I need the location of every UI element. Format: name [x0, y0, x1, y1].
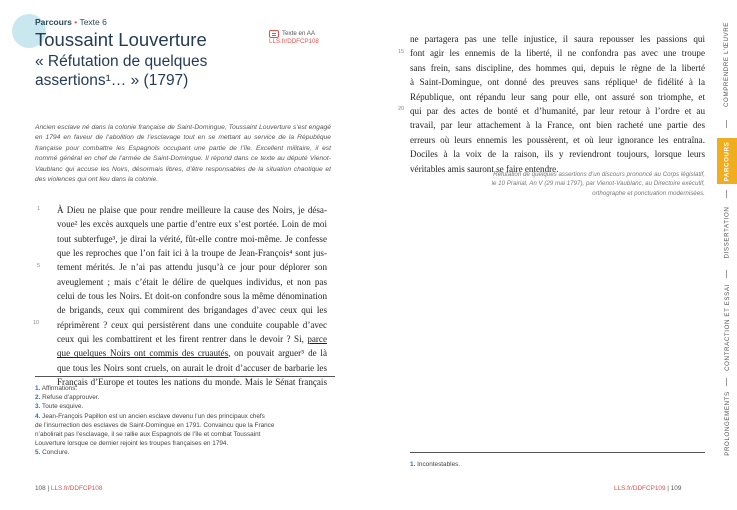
footnote-divider: [35, 376, 335, 377]
footnote: de l’insurrection des esclaves de Saint-Domingue en 1791. Convaincu que la France: [35, 421, 275, 429]
title-main: Toussaint Louverture: [35, 29, 207, 50]
text-line: Dociles à la voix de la raison, ils y reviendront toujours, lorsque leurs: [410, 149, 705, 160]
footnote: 1. Incontestables.: [410, 461, 461, 468]
intro-paragraph: Ancien esclave né dans la colonie française de Saint-Domingue, Toussaint Louverture s’est engagé en 1794 en faveur de l’abolition de l’esclavage tout en se mettant au service de la République française pour combattre les Espagnols occupant une partie de l’île. Excellent militaire, il est nommé général en chef de l’armée de Saint-Domingue. Il répond dans ce texte au député Vienot-Vaublanc qui accuse les Noirs, désormais libres, d’être responsables de la situation chaotique et des violences qui ont lieu dans la colonie.: [35, 124, 331, 184]
text-line: celui de tous les Noirs. Et doit-on confondre sous la même dénomination: [57, 291, 327, 302]
source-line: le 10 Prairial, An V (29 mai 1797), par Vienot-Vaublanc, au Directoire exécutif,: [491, 180, 705, 188]
texte-label: Texte en AA: [282, 30, 316, 37]
body-text-right: [410, 32, 705, 176]
page-folio-left: [35, 485, 102, 492]
page-number: 109: [670, 485, 682, 492]
text-line: travail, par leur attachement à la France, ont bien racheté une partie des: [410, 120, 705, 131]
source-line: orthographe et ponctuation modernisées.: [592, 189, 705, 197]
text-line: véritables amis sauront se faire entendre.: [410, 163, 559, 174]
side-navigation: [717, 0, 737, 510]
side-nav-contraction[interactable]: CONTRACTION ET ESSAI: [723, 283, 731, 371]
footnote: 1. Affirmations.: [35, 385, 78, 392]
breadcrumb: [35, 17, 107, 27]
title-sub-line-1: « Réfutation de quelques: [35, 52, 208, 70]
text-line: sans frein, sans discipline, des hommes qui, depuis le règne de la liberté: [410, 62, 705, 73]
text-line: aveuglement ; mais c’était le délire de quelques individus, et non pas: [57, 276, 327, 287]
text-segment: , on pouvait arguer⁵ de là: [228, 348, 327, 359]
source-citation: [428, 170, 705, 198]
texte-en-aa-box[interactable]: [269, 30, 319, 47]
text-line: Français d’Europe et toutes les nations du monde. Mais le Sénat français: [57, 377, 327, 388]
breadcrumb-section[interactable]: Parcours: [35, 17, 72, 27]
right-page: [368, 0, 737, 510]
title-sub-line-2: assertions¹… » (1797): [35, 72, 189, 90]
footnote: 3. Toute esquive.: [35, 403, 84, 411]
body-text-left: [57, 203, 327, 389]
side-nav-prolongements[interactable]: PROLONGEMENTS: [723, 390, 731, 456]
text-line: République, ont répandu leur sang pour elle, ont assuré son triomphe, et: [410, 91, 705, 102]
text-line: réprimèrent ? ceux qui persistèrent dans une conduite coupable d’avec: [57, 319, 327, 330]
page-folio-right: [614, 485, 681, 492]
text-line: tout subterfuge³, je dirai la vérité, fût-elle contre moi-même. Je confesse: [57, 233, 327, 244]
text-line: qui par des actes de bonté et d’humanité, par leur retour à l’ordre et au: [410, 106, 705, 117]
folio-separator: |: [667, 485, 669, 492]
source-line: Réfutation de quelques assertions d’un discours prononcé au Corps législatif,: [493, 171, 705, 178]
text-line: [57, 346, 327, 360]
text-line: [57, 332, 327, 346]
text-line: à Saint-Domingue, ont donné des preuves sans réplique¹ de fidélité à la: [410, 77, 705, 88]
left-page: [0, 0, 368, 510]
side-nav-parcours[interactable]: PARCOURS: [717, 138, 737, 184]
document-icon: [269, 30, 279, 38]
folio-separator: |: [47, 485, 50, 492]
text-segment: ceux qui les combattirent et les firent rentrer dans le devoir ? Si,: [57, 334, 304, 345]
footnote: Louverture lorsque ce dernier rejoint les troupes françaises en 1794.: [35, 440, 229, 448]
line-number: 20: [398, 106, 405, 112]
text-line: font agir les ennemis de la liberté, il ne confondra pas avec une troupe: [410, 48, 705, 59]
text-line: de brigands, ceux qui commirent des brigandages d’avec ceux qui les: [57, 305, 327, 316]
footnotes-left: [35, 384, 335, 458]
footnotes-right: [410, 460, 705, 469]
side-nav-divider: [726, 120, 727, 128]
breadcrumb-separator: •: [74, 17, 78, 27]
text-line: À Dieu ne plaise que pour rendre meilleure la cause des Noirs, je désa-: [57, 205, 327, 215]
footnote: 2. Refuse d’approuver.: [35, 394, 100, 402]
side-nav-divider: [726, 190, 727, 198]
line-number: 15: [398, 49, 405, 55]
side-nav-divider: [726, 270, 727, 278]
side-nav-comprendre[interactable]: COMPRENDRE L’ŒUVRE: [723, 21, 731, 107]
texte-link[interactable]: LLS.fr/DDFCP108: [269, 38, 319, 46]
side-nav-dissertation[interactable]: DISSERTATION: [723, 206, 731, 258]
folio-link[interactable]: LLS.fr/DDFCP108: [50, 485, 103, 492]
footnote: 4. Jean-François Papillon est un ancien esclave devenu l’un des principaux chefs: [35, 412, 265, 420]
text-line: que les reproches que l’on fait ici à la troupe de Jean-François⁴ sont jus-: [57, 248, 327, 259]
text-line: voue² les excès auxquels une partie d’entre eux s’est portée. Loin de moi: [57, 219, 327, 230]
footnote: 5. Conclure.: [35, 449, 70, 457]
line-number: 1: [37, 206, 41, 212]
underlined-phrase: parce: [307, 334, 327, 345]
breadcrumb-item: Texte 6: [79, 17, 107, 27]
text-line: tement mérités. Je n’ai pas attendu jusqu’à ce jour pour déplorer son: [57, 262, 327, 273]
text-line: ne partagera pas une telle injustice, il saura repousser les passions qui: [410, 34, 705, 44]
side-nav-divider: [726, 378, 727, 386]
folio-link[interactable]: LLS.fr/DDFCP109: [614, 485, 666, 492]
underlined-phrase: que quelques Noirs ont commis des cruautés: [57, 348, 229, 359]
line-number: 5: [37, 263, 41, 269]
text-line: que tous les Noirs sont cruels, on aurait le droit d’accuser de barbarie les: [57, 362, 327, 373]
page-number: 108: [35, 485, 46, 492]
line-number: 10: [33, 320, 40, 326]
text-line: erreurs où leurs ennemis les poussèrent, et où leur ignorance les entraîna.: [410, 134, 705, 145]
footnote: n’abolirait pas l’esclavage, il se rallie aux Espagnols de l’île et combat Toussaint: [35, 431, 261, 439]
footnote-divider: [410, 452, 705, 453]
page-title: [35, 30, 245, 89]
